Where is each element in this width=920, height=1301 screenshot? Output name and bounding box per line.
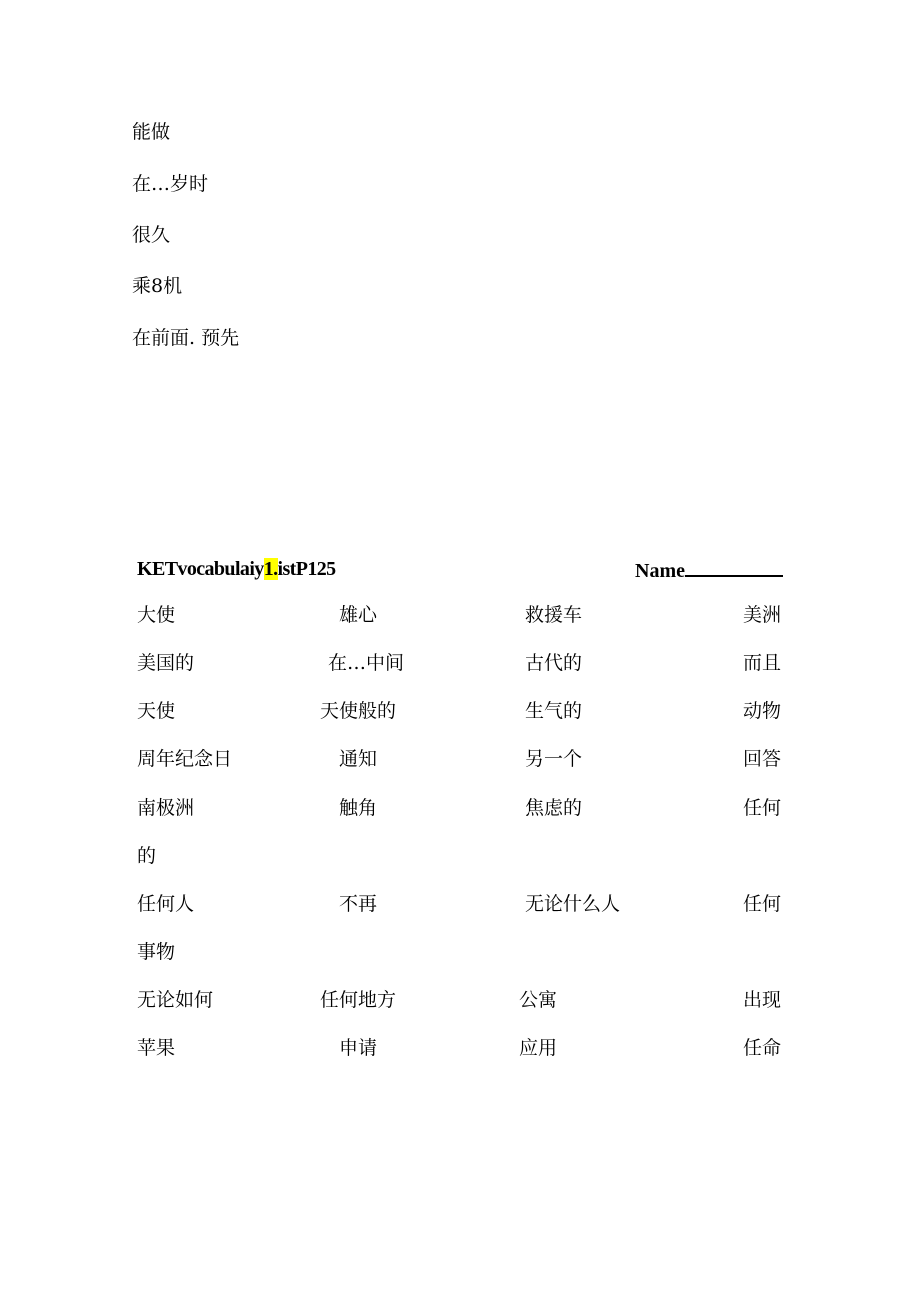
word-line-4: 乘8机 bbox=[132, 275, 183, 297]
vocab-cell: 任命 bbox=[742, 1037, 781, 1059]
name-field bbox=[635, 557, 783, 583]
vocab-cell: 出现 bbox=[742, 989, 781, 1011]
vocab-cell: 事物 bbox=[137, 941, 176, 963]
word-line-2: 在…岁时 bbox=[132, 173, 209, 195]
name-blank-line bbox=[685, 557, 783, 577]
vocab-cell: 通知 bbox=[338, 748, 377, 770]
vocab-cell: 另一个 bbox=[525, 748, 583, 770]
vocab-cell: 生气的 bbox=[525, 700, 583, 722]
vocab-cell: 无论如何 bbox=[137, 989, 214, 1011]
word-line-3: 很久 bbox=[132, 224, 171, 246]
word-line-1: 能做 bbox=[132, 121, 171, 143]
vocab-cell: 雄心 bbox=[338, 604, 377, 626]
name-label: Name bbox=[635, 560, 685, 582]
vocab-cell: 苹果 bbox=[137, 1037, 176, 1059]
vocab-cell: 而且 bbox=[742, 652, 781, 674]
vocab-cell: 天使 bbox=[137, 700, 176, 722]
vocab-cell: 美洲 bbox=[742, 604, 781, 626]
vocab-cell: 应用 bbox=[519, 1037, 558, 1059]
vocab-cell: 无论什么人 bbox=[525, 893, 621, 915]
vocab-cell: 焦虑的 bbox=[525, 797, 583, 819]
vocab-cell: 天使般的 bbox=[319, 700, 396, 722]
title-part-2: istP125 bbox=[277, 558, 336, 580]
worksheet-title bbox=[137, 557, 336, 581]
vocabulary-header bbox=[137, 557, 783, 583]
vocab-cell: 触角 bbox=[338, 797, 377, 819]
vocab-cell: 周年纪念日 bbox=[137, 748, 233, 770]
vocab-cell: 任何地方 bbox=[319, 989, 396, 1011]
vocab-cell: 申请 bbox=[338, 1037, 377, 1059]
word-line-5: 在前面. 预先 bbox=[132, 327, 240, 349]
vocab-cell: 救援车 bbox=[525, 604, 583, 626]
vocab-cell: 美国的 bbox=[137, 652, 195, 674]
vocab-cell: 动物 bbox=[742, 700, 781, 722]
vocab-cell: 古代的 bbox=[525, 652, 583, 674]
vocab-cell: 公寓 bbox=[519, 989, 558, 1011]
highlighted-text: 1. bbox=[263, 558, 278, 580]
vocab-cell: 南极洲 bbox=[137, 797, 195, 819]
vocab-cell: 不再 bbox=[338, 893, 377, 915]
vocab-cell: 任何 bbox=[742, 893, 781, 915]
vocab-cell: 的 bbox=[137, 845, 157, 867]
vocab-cell: 任何人 bbox=[137, 893, 195, 915]
vocab-cell: 任何 bbox=[742, 797, 781, 819]
vocab-cell: 大使 bbox=[137, 604, 176, 626]
vocab-cell: 回答 bbox=[742, 748, 781, 770]
title-part-1: KETvocabulaiy bbox=[137, 558, 264, 580]
vocab-cell: 在…中间 bbox=[328, 652, 405, 674]
